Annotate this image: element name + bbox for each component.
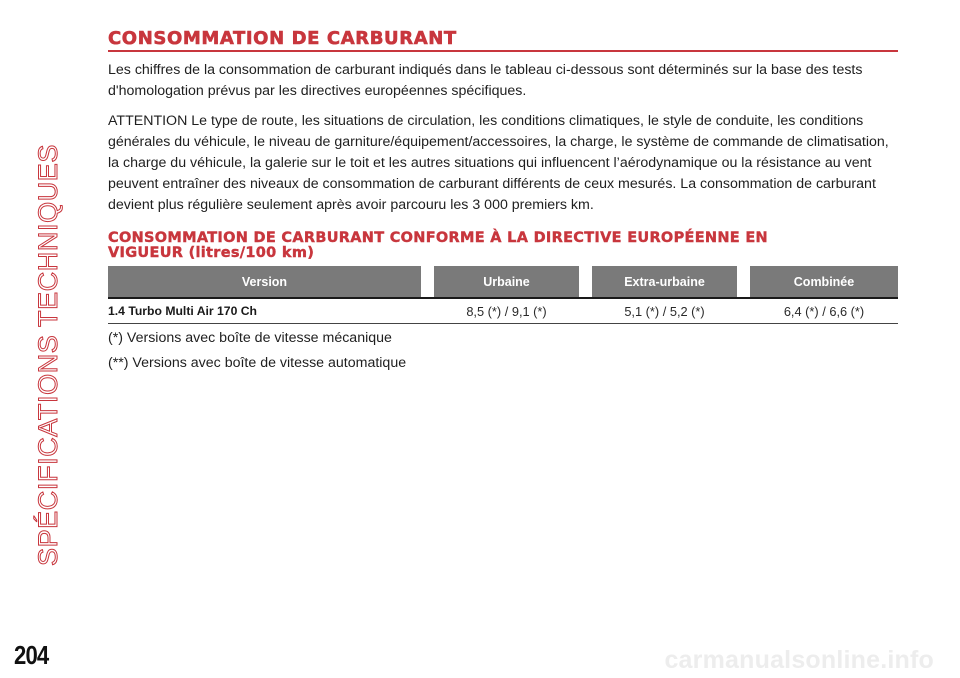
header-version: Version: [108, 266, 421, 297]
intro-paragraph: Les chiffres de la consommation de carburant indiqués dans le tableau ci-dessous sont déterminés sur la base des tests d'homologation prévus par les directives européennes spécifiques.: [108, 62, 863, 99]
page-content: [108, 28, 898, 373]
section-title: CONSOMMATION DE CARBURANT: [108, 28, 457, 49]
section-side-label: SPÉCIFICATIONS TECHNIQUES: [32, 143, 63, 567]
subsection-title-line2: VIGUEUR (litres/100 km): [108, 245, 315, 261]
cell-urbaine: 8,5 (*) / 9,1 (*): [466, 303, 547, 319]
note-automatic: (**) Versions avec boîte de vitesse automatique: [108, 355, 407, 371]
header-extra-urbaine: Extra-urbaine: [592, 266, 737, 297]
note-manual: (*) Versions avec boîte de vitesse mécanique: [108, 330, 392, 346]
header-combinee: Combinée: [750, 266, 898, 297]
table-header-row: [108, 266, 898, 297]
subsection-title: [108, 231, 898, 261]
attention-paragraph: ATTENTION Le type de route, les situations de circulation, les conditions climatiques, le style de conduite, les conditions générales du véhicule, le niveau de garniture/équipement/accessoires, la charge, le système de commande de climatisation, la charge du véhicule, la galerie sur le toit et les autres situations qui influencent l’aérodynamique ou la résistance au vent peuvent entraîner des niveaux de consommation de carburant différents de ceux mesurés. La consommation de carburant devient plus régulière seulement après avoir parcouru les 3 000 premiers km.: [108, 113, 889, 213]
fuel-consumption-table: [108, 266, 898, 324]
table-row: [108, 299, 898, 323]
header-urbaine: Urbaine: [434, 266, 579, 297]
cell-version: 1.4 Turbo Multi Air 170 Ch: [108, 304, 257, 318]
page-number: 204: [14, 640, 49, 670]
cell-extra-urbaine: 5,1 (*) / 5,2 (*): [624, 303, 705, 319]
title-divider: [108, 50, 898, 52]
row-divider: [108, 323, 898, 324]
cell-combinee: 6,4 (*) / 6,6 (*): [783, 303, 865, 319]
watermark: carmanualsonline.info: [664, 646, 934, 674]
subsection-title-line1: CONSOMMATION DE CARBURANT CONFORME À LA DIRECTIVE EUROPÉENNE EN: [108, 230, 768, 246]
